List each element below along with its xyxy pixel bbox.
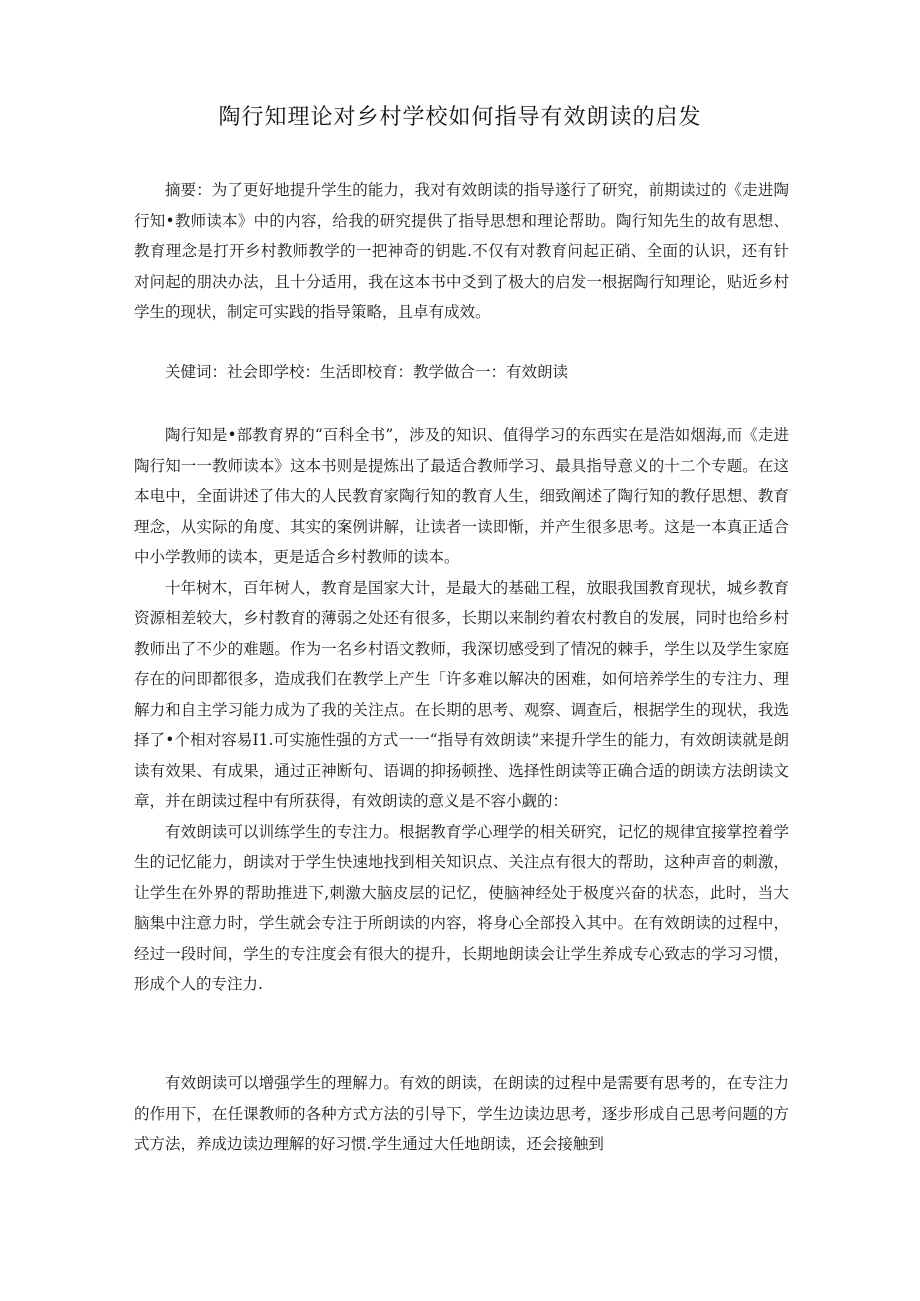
body-section-1 [134,420,789,1000]
keywords-paragraph: 关健词：社会即学校：生活即校育：教学做合一：有效朗读 [165,363,569,381]
body-paragraph: 有效朗读可以增强学生的理解力。有效的朗读，在朗读的过程中是需要有思考的，在专注力的作用下，在任课教师的各种方式方法的引导下，学生边读边思考，逐步形成自己思考问题的方式方法，养成边读边理解的好习惯.学生通过大任地朗读，还会接触到 [134,1074,789,1153]
abstract-section [134,175,789,328]
keywords-section [134,357,789,388]
body-paragraph: 十年树木，百年树人，教育是国家大计，是最大的基础工程，放眼我国教育现状，城乡教育资源相差较大，乡村教育的薄弱之处还有很多，长期以来制约着农村教自的发展，同时也给乡村教师出了不少的难题。作为一名乡村语文教师，我深切感受到了情况的棘手，学生以及学生家庭存在的问即都很多，造成我们在教学上产生「许多难以解决的困难，如何培养学生的专注力、理解力和自主学习能力成为了我的关注点。在长期的思考、观察、调查后，根据学生的现状，我选择了•个相对容易I1.可实施性强的方式一一“指导有效朗读”来提升学生的能力，有效朗读就是朗读有效果、有成果，通过正神断句、语调的抑扬顿挫、选择性朗读等正确合适的朗读方法朗读文章，并在朗读过程中有所获得，有效朗读的意义是不容小觑的： [134,578,789,810]
abstract-paragraph: 摘要：为了更好地提升学生的能力，我对有效朗读的指导遂行了研究，前期读过的《走进陶行知•教师读本》中的内容，给我的研究提供了指导思想和理论帮助。陶行知先生的故有思想、教育理念是打开乡村教师教学的一把神奇的钥匙.不仅有对教育问起正硝、全面的认识，还有针对问起的朋决办法，且十分适用，我在这本书中爻到了极大的启发一根据陶行知理论，贴近乡村学生的现状，制定可实践的指导策略，且卓有成效。 [134,181,789,321]
body-section-2 [134,1068,789,1160]
body-paragraph: 陶行知是•部教育界的“百科全书”，涉及的知识、值得学习的东西实在是浩如烟海,而《走进陶行知一一教师读本》这本书则是提炼出了最适合教师学习、最具指导意义的十二个专题。在这本电中，全面讲述了伟大的人民教育家陶行知的教育人生，细致阐述了陶行知的教仔思想、教育理念，从实际的角度、其实的案例讲解，让读者一读即惭，并产生很多思考。这是一本真正适合中小学教师的读本，更是适合乡村教师的读本。 [134,426,789,566]
document-title: 陶行知理论对乡村学校如何指导有效朗读的启发 [218,105,702,130]
body-paragraph: 有效朗读可以训练学生的专注力。根据教育学心理学的相关研究，记忆的规律宜接掌控着学生的记忆能力，朗读对于学生快速地找到相关知识点、关注点有很大的帮助，这种声音的刺激，让学生在外界的帮助推进下,刺激大脑皮层的记忆，使脑神经处于极度兴奋的状态，此时，当大脑集中注意力时，学生就会专注于所朗读的内容，将身心全部投入其中。在有效朗读的过程中，经过一段时间，学生的专注度会有很大的提升，长期地朗读会让学生养成专心致志的学习习惯，形成个人的专注力. [134,822,789,993]
